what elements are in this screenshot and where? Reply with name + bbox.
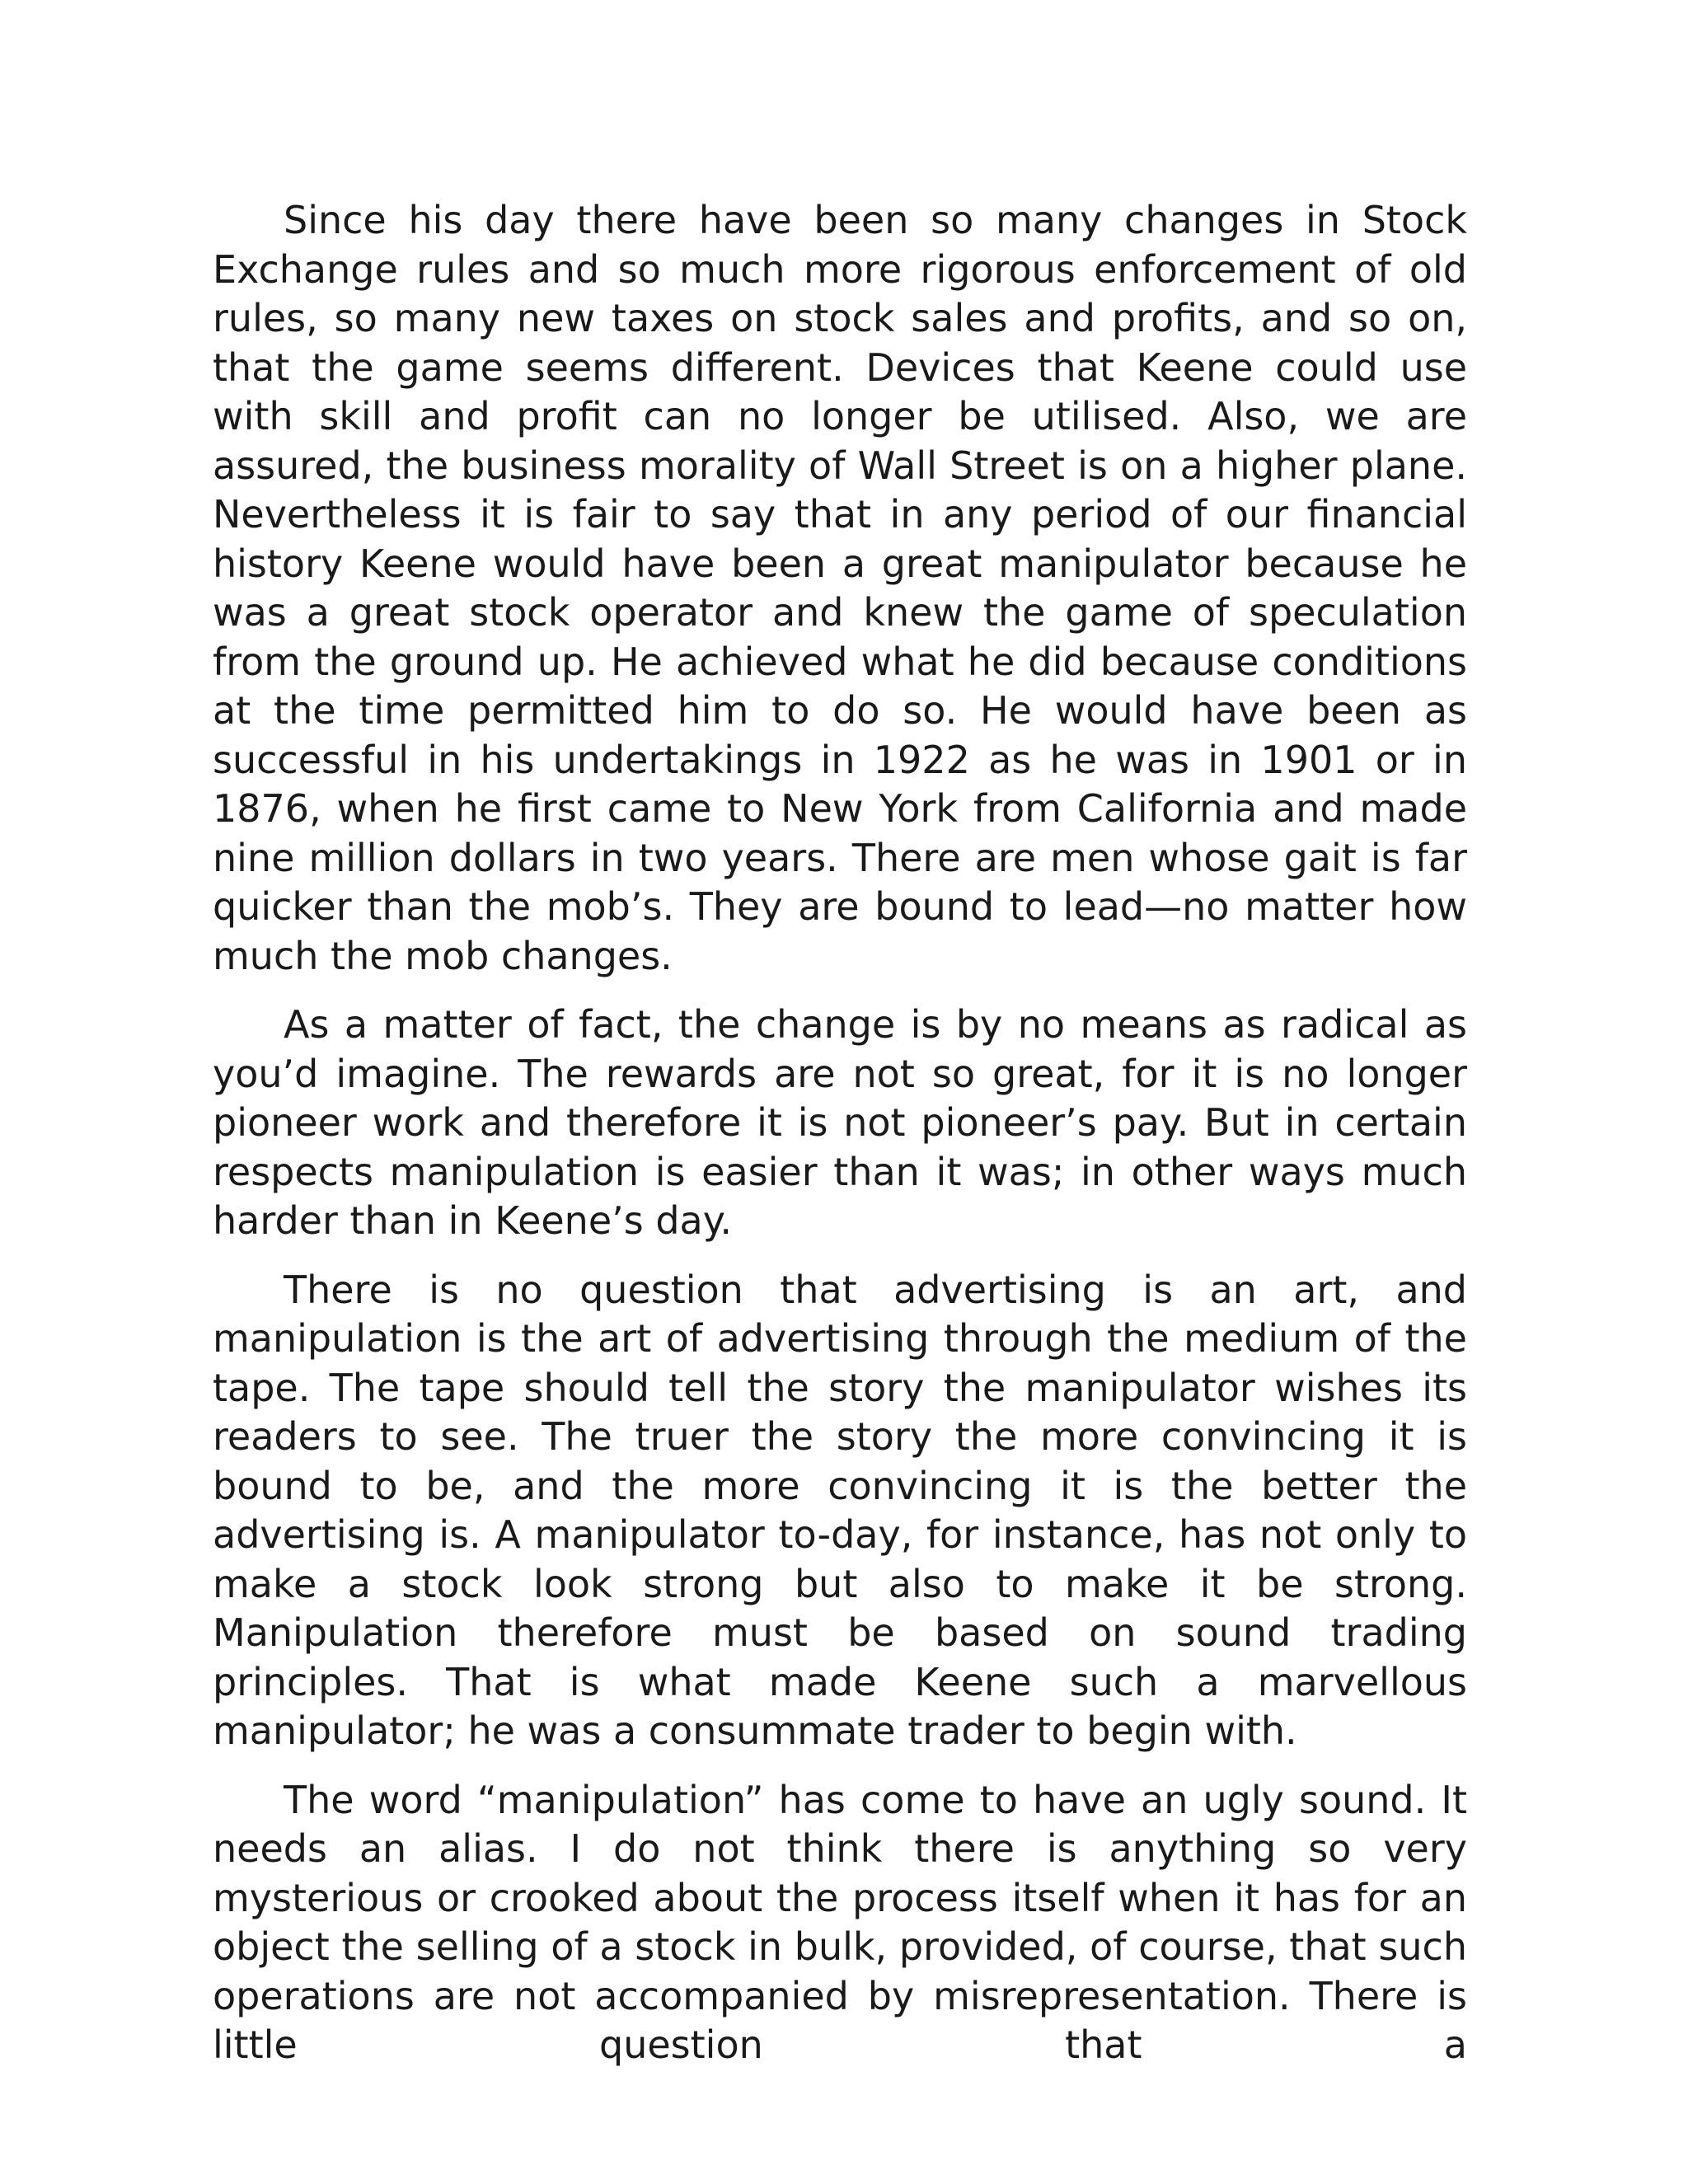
paragraph: The word “manipulation” has come to have an ugly sound. It needs an alias. I do not think there is anything so very mysterious or crooked about the process itself when it has for an object the selling of a stock in bulk, provided, of course, that such operations are not accompanied by misrepresentation. There is little question that a bbox=[213, 1777, 1467, 2067]
body-text bbox=[213, 196, 1467, 2070]
paragraph: Since his day there have been so many changes in Stock Exchange rules and so much more rigorous enforcement of old rules, so many new taxes on stock sales and profits, and so on, that the game seems different. Devices that Keene could use with skill and profit can no longer be utilised. Also, we are assured, the business morality of Wall Street is on a higher plane. Nevertheless it is fair to say that in any period of our financial history Keene would have been a great manipulator because he was a great stock operator and knew the game of speculation from the ground up. He achieved what he did because conditions at the time permitted him to do so. He would have been as successful in his undertakings in 1922 as he was in 1901 or in 1876, when he first came to New York from California and made nine million dollars in two years. There are men whose gait is far quicker than the mob’s. They are bound to lead—no matter how much the mob changes. bbox=[213, 198, 1467, 978]
paragraph: As a matter of fact, the change is by no means as radical as you’d imagine. The rewards are not so great, for it is no longer pioneer work and therefore it is not pioneer’s pay. But in certain respects manipulation is easier than it was; in other ways much harder than in Keene’s day. bbox=[213, 1002, 1467, 1243]
paragraph: There is no question that advertising is an art, and manipulation is the art of advertising through the medium of the tape. The tape should tell the story the manipulator wishes its readers to see. The truer the story the more convincing it is bound to be, and the more convincing it is the better the advertising is. A manipulator to-day, for instance, has not only to make a stock look strong but also to make it be strong. Manipulation therefore must be based on sound trading principles. That is what made Keene such a marvellous manipulator; he was a consummate trader to begin with. bbox=[213, 1267, 1467, 1753]
